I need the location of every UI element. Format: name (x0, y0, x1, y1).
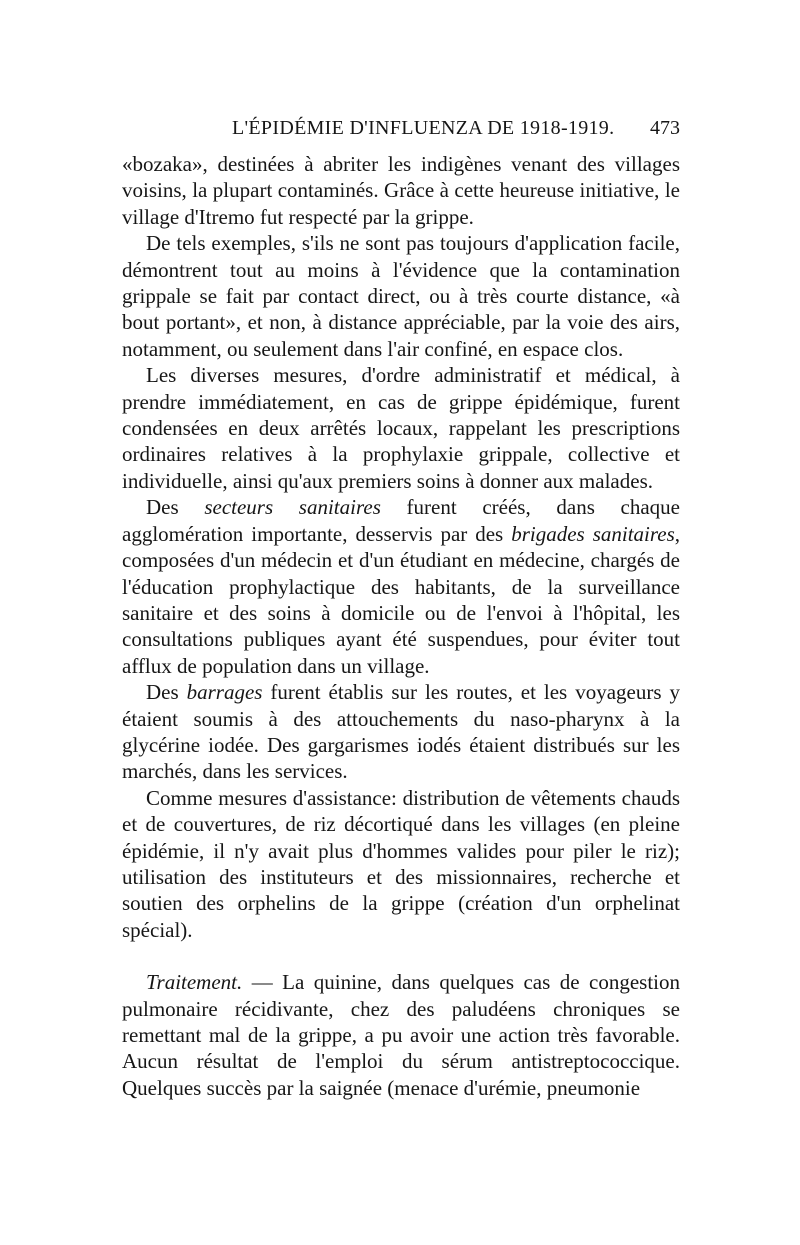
text-run: , composées d'un médecin et d'un étudiant en médecine, chargés de l'éducation prophylactique des habitants, de la surveillance sanitaire et des soins à domicile ou de l'envoi à l'hôpital, les consultations publiques ayant été suspendues, pour éviter tout afflux de population dans un village. (122, 521, 681, 678)
paragraph-continued: «bozaka», destinées à abriter les indigènes venant des villages voisins, la plupart contaminés. Grâce à cette heureuse initiative, le village d'Itremo fut respecté par la grippe. (122, 152, 680, 229)
paragraph-sanitary-sectors (122, 494, 680, 679)
text-run: Des (146, 680, 187, 705)
text-run: Des (146, 495, 205, 520)
italic-term-sanitary-sectors: secteurs sanitaires (204, 495, 381, 520)
paragraph-treatment (122, 969, 680, 1101)
body-text (122, 151, 680, 1101)
text-run: furent établis sur les routes, et les voyageurs y étaient soumis à des attouchements du naso-pharynx à la glycérine iodée. Des gargarismes iodés étaient distribués sur les marchés, dans les services. (122, 680, 680, 784)
italic-term-sanitary-brigades: brigades sanitaires (511, 521, 675, 546)
paragraph-measures: Les diverses mesures, d'ordre administratif et médical, à prendre immédiatement, en cas de grippe épidémique, furent condensées en deux arrêtés locaux, rappelant les prescriptions ordinaires relatives à la prophylaxie grippale, collective et individuelle, ainsi qu'aux premiers soins à donner aux malades. (122, 363, 680, 493)
paragraph-contamination: De tels exemples, s'ils ne sont pas toujours d'application facile, démontrent tout au moins à l'évidence que la contamination grippale se fait par contact direct, ou à très courte distance, «à bout portant», et non, à distance appréciable, par la voie des airs, notamment, ou seulement dans l'air confiné, en espace clos. (122, 231, 680, 361)
page-number: 473 (650, 117, 680, 139)
section-heading-treatment: Traitement. (146, 970, 243, 995)
text-run: furent créés, dans chaque agglomération importante, desservis par des (122, 495, 680, 546)
paragraph-assistance: Comme mesures d'assistance: distribution de vêtements chauds et de couvertures, de riz décortiqué dans les villages (en pleine épidémie, il n'y avait plus d'hommes valides pour piler le riz); utilisation des instituteurs et des missionnaires, recherche et soutien des orphelins de la grippe (création d'un orphelinat spécial). (122, 785, 680, 942)
italic-term-barrages: barrages (186, 680, 263, 705)
page-header (122, 117, 680, 141)
text-run: — La quinine, dans quelques cas de congestion pulmonaire récidivante, chez des paludéens chroniques se remettant mal de la grippe, a pu avoir une action très favorable. Aucun résultat de l'emploi du sérum antistreptococcique. Quelques succès par la saignée (menace d'urémie, pneumonie (122, 970, 680, 1100)
paragraph-barrages (122, 679, 680, 785)
running-title: L'ÉPIDÉMIE D'INFLUENZA DE 1918-1919. (232, 117, 615, 139)
